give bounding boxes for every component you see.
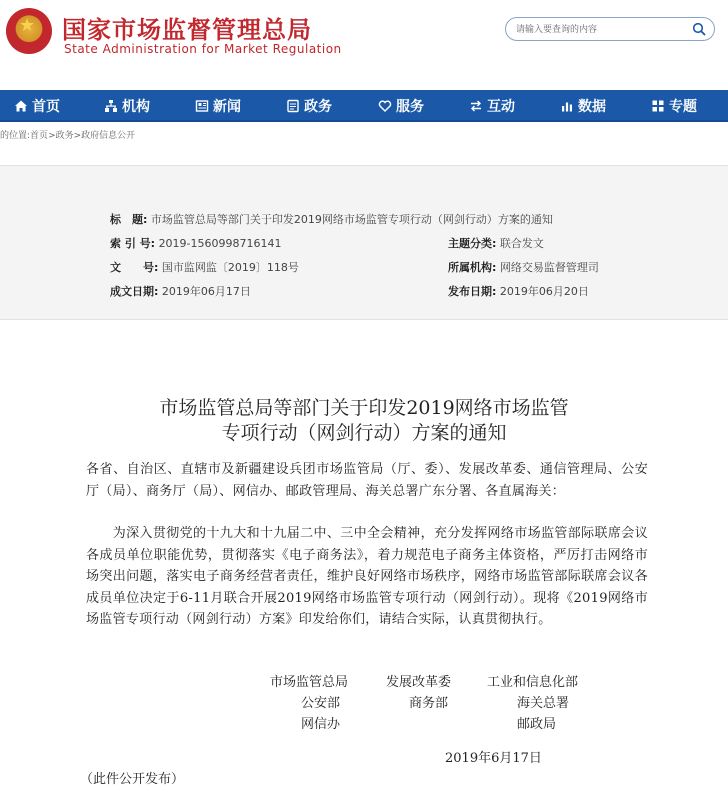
national-emblem-icon: ★ bbox=[6, 8, 52, 54]
meta-category-row bbox=[448, 235, 544, 251]
meta-publish-label: 发布日期: bbox=[448, 285, 497, 298]
nav-item-org[interactable] bbox=[104, 90, 150, 122]
article-paragraph: 为深入贯彻党的十九大和十九届二中、三中全会精神，充分发挥网络市场监管部际联席会议各成员单位职能优势，贯彻落实《电子商务法》，着力规范电子商务主体资格，严厉打击网络市场突出问题，落实电子商务经营者责任，维护良好网络市场秩序，网络市场监管部际联席会议各成员单位决定于6-11月联合开展2019网络市场监管专项行动（网剑行动）。现将《2019网络市场监管专项行动（网剑行动）方案》印发给你们，请结合实际，认真贯彻执行。 bbox=[86, 526, 648, 627]
home-icon bbox=[14, 99, 28, 113]
affairs-icon bbox=[286, 99, 300, 113]
meta-date-label: 成文日期: bbox=[110, 285, 159, 298]
nav-item-label: 专题 bbox=[669, 99, 697, 115]
signatory: 邮政局 bbox=[517, 717, 557, 732]
signatory: 商务部 bbox=[409, 696, 449, 711]
breadcrumb-item-disclosure[interactable]: 政府信息公开 bbox=[81, 131, 136, 141]
nav-item-label: 新闻 bbox=[213, 99, 241, 115]
meta-category-label: 主题分类: bbox=[448, 237, 497, 250]
search-input[interactable] bbox=[516, 21, 686, 38]
meta-index-value: 2019-1560998716141 bbox=[158, 237, 282, 250]
breadcrumb-item-home[interactable]: 首页 bbox=[30, 131, 49, 141]
meta-category-value: 联合发文 bbox=[499, 237, 544, 250]
breadcrumb-separator: > bbox=[73, 131, 82, 141]
nav-item-label: 互动 bbox=[487, 99, 515, 115]
nav-item-news[interactable] bbox=[195, 90, 241, 122]
meta-date-row bbox=[110, 283, 251, 299]
meta-title-value: 市场监管总局等部门关于印发2019网络市场监管专项行动（网剑行动）方案的通知 bbox=[150, 213, 553, 226]
signatory: 发展改革委 bbox=[386, 675, 452, 690]
meta-org-label: 所属机构: bbox=[448, 261, 497, 274]
signatory: 市场监管总局 bbox=[270, 675, 349, 690]
nav-item-label: 服务 bbox=[396, 99, 424, 115]
nav-item-label: 数据 bbox=[578, 99, 606, 115]
signatory: 公安部 bbox=[301, 696, 341, 711]
news-icon bbox=[195, 99, 209, 113]
nav-item-label: 政务 bbox=[304, 99, 332, 115]
article-title-line2: 专项行动（网剑行动）方案的通知 bbox=[221, 422, 507, 444]
nav-item-data[interactable] bbox=[560, 90, 606, 122]
signatory: 工业和信息化部 bbox=[487, 675, 579, 690]
nav-item-label: 机构 bbox=[122, 99, 150, 115]
nav-item-service[interactable] bbox=[378, 90, 424, 122]
article-addressees: 各省、自治区、直辖市及新疆建设兵团市场监管局（厅、委）、发展改革委、通信管理局、公安厅（局）、商务厅（局）、网信办、邮政管理局、海关总署广东分署、各直属海关： bbox=[86, 462, 648, 499]
signatory: 海关总署 bbox=[517, 696, 570, 711]
article-title-line1: 市场监管总局等部门关于印发2019网络市场监管 bbox=[159, 397, 569, 419]
meta-org-value: 网络交易监督管理司 bbox=[499, 261, 599, 274]
meta-docno-label: 文 号: bbox=[110, 261, 159, 274]
article-date: 2019年6月17日 bbox=[445, 751, 542, 766]
breadcrumb-item-affairs[interactable]: 政务 bbox=[55, 131, 74, 141]
main-nav bbox=[0, 90, 728, 122]
meta-title-label: 标 题: bbox=[110, 213, 148, 226]
breadcrumb-separator: > bbox=[48, 131, 56, 141]
nav-item-affairs[interactable] bbox=[286, 90, 332, 122]
site-title[interactable]: 国家市场监督管理总局 bbox=[62, 16, 312, 44]
signatory: 网信办 bbox=[301, 717, 341, 732]
nav-item-interact[interactable] bbox=[469, 90, 515, 122]
nav-item-home[interactable] bbox=[14, 90, 60, 122]
search-icon[interactable] bbox=[692, 22, 706, 36]
site-subtitle: State Administration for Market Regulation bbox=[64, 42, 342, 56]
breadcrumb-prefix: 的位置: bbox=[0, 131, 31, 141]
nav-item-topic[interactable] bbox=[651, 90, 697, 122]
meta-docno-row bbox=[110, 259, 299, 275]
meta-title-row bbox=[110, 211, 553, 227]
meta-index-row bbox=[110, 235, 282, 251]
search-box bbox=[505, 17, 715, 41]
meta-org-row bbox=[448, 259, 599, 275]
meta-publish-row bbox=[448, 283, 589, 299]
meta-index-label: 索 引 号: bbox=[110, 237, 156, 250]
nav-item-label: 首页 bbox=[32, 99, 60, 115]
document-meta bbox=[0, 165, 728, 320]
breadcrumb bbox=[0, 128, 135, 142]
heart-icon bbox=[378, 99, 392, 113]
site-header bbox=[0, 0, 728, 90]
chart-icon bbox=[560, 99, 574, 113]
interact-icon bbox=[469, 99, 483, 113]
meta-date-value: 2019年06月17日 bbox=[161, 285, 251, 298]
topic-icon bbox=[651, 99, 665, 113]
publication-note: （此件公开发布） bbox=[80, 772, 185, 787]
org-icon bbox=[104, 99, 118, 113]
meta-publish-value: 2019年06月20日 bbox=[499, 285, 589, 298]
meta-docno-value: 国市监网监〔2019〕118号 bbox=[161, 261, 299, 274]
